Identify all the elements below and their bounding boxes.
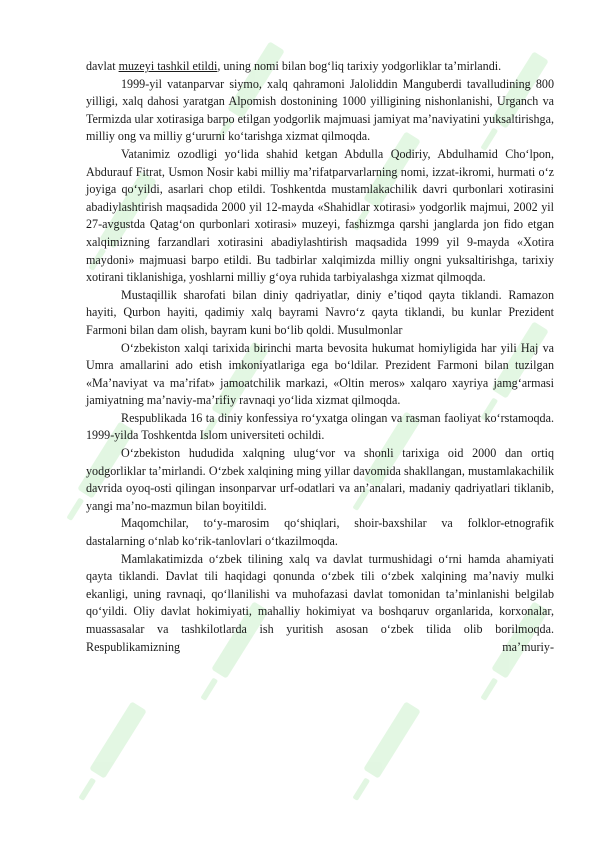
paragraph: Respublikada 16 ta diniy konfessiya ro‘yxatga olingan va rasman faoliyat ko‘rstamoqda. 1999-yilda Toshkentda Islom universiteti ochildi. <box>86 410 554 443</box>
paragraph-lead: davlat <box>86 59 119 73</box>
paragraph: O‘zbekiston xalqi tarixida birinchi marta bevosita hukumat homiyligida har yili Haj va Umra amallarini ado etish imkoniyatlariga ega bo‘ldilar. Prezident Farmoni bilan tuzilgan «Ma’naviyat va ma’rifat» jamoatchilik markazi, «Oltin meros» xalqaro xayriya jamg‘armasi jamiyatning ma’naviy-ma’rifiy ravnaqi yo‘lida xizmat qilmoqda. <box>86 340 554 408</box>
paragraph: O‘zbekiston hududida xalqning ulug‘vor va shonli tarixiga oid 2000 dan ortiq yodgorliklar ta’mirlandi. O‘zbek xalqining ming yillar davomida shakllangan, mustamlakachilik davrida oyoq-osti qilingan insonparvar urf-odatlari va an’analari, madaniy qadriyatlari tiklanib, yangi ma’no-mazmun bilan boyitildi. <box>86 446 554 513</box>
paragraph: 1999-yil vatanparvar siymo, xalq qahramoni Jaloliddin Manguberdi tavalludining 800 yilligi, xalq dahosi yaratgan Alpomish dostonining 1000 yilligining nishonlanishi, Urganch va Termizda ular xotirasiga barpo etilgan yodgorlik majmuasi jamiyat ma’naviyatini yuksaltirishga, milliy ong va milliy g‘ururni ko‘tarishga xizmat qilmoqda. <box>86 76 554 144</box>
watermark-mark <box>347 701 421 804</box>
paragraph <box>86 58 554 76</box>
paragraph: Mustaqillik sharofati bilan diniy qadriyatlar, diniy e’tiqod qayta tiklandi. Ramazon hayiti, Qurbon hayiti, qadimiy xalq bayrami Navro‘z qayta tiklandi, bu kunlar Prezident Farmoni bilan dam olish, bayram kuni bo‘lib qoldi. Musulmonlar <box>86 287 554 337</box>
underlined-phrase: muzeyi tashkil etildi <box>118 59 218 73</box>
paragraph: Maqomchilar, to‘y-marosim qo‘shiqlari, shoir-baxshilar va folklor-etnografik dastalarning o‘nlab ko‘rik-tanlovlari o‘tkazilmoqda. <box>86 516 554 549</box>
watermark-mark <box>73 701 147 804</box>
paragraph-tail: , uning nomi bilan bog‘liq tarixiy yodgorliklar ta’mirlandi. <box>217 59 502 73</box>
document-body <box>86 58 554 656</box>
paragraph: Vatanimiz ozodligi yo‘lida shahid ketgan Abdulla Qodiriy, Abdulhamid Cho‘lpon, Abdurauf Fitrat, Usmon Nosir kabi milliy ma’rifatparvarlarning nomi, izzat-ikromi, hurmati o‘z joyiga qo‘yildi, asarlari chop etildi. Toshkentda mustamlakachilik davri qurbonlari xotirasini abadiylashtirish maqsadida 2000 yil 12-mayda «Shahidlar xotirasi» yodgorlik majmui, 2002 yil 27-avgustda Qatag‘on qurbonlari xotirasi» muzeyi, fashizmga qarshi janglarda jon fido etgan xalqimizning farzandlari xotirasini abadiylashtirish maqsadida 1999 yil 9-mayda «Xotira maydoni» majmuasi barpo etildi. Bu tadbirlar xalqimizda milliy ongni yuksaltirishga, tarixiy xotirani tiklanishiga, yoshlarni milliy g‘oya ruhida tarbiyalashga xizmat qilmoqda. <box>86 146 554 285</box>
paragraph: Mamlakatimizda o‘zbek tilining xalq va davlat turmushidagi o‘rni hamda ahamiyati qayta tiklandi. Davlat tili haqidagi qonunda o‘zbek tili o‘zbek xalqining ma’naviy mulki ekanligi, uning ravnaqi, qo‘llanilishi va muhofazasi davlat tomonidan ta’minlanishi belgilab qo‘yildi. Oliy davlat hokimiyati, mahalliy hokimiyat va boshqaruv organlarida, korxonalar, muassasalar va tashkilotlarda ish yuritish asosan o‘zbek tilida olib borilmoqda. Respublikamizning ma’muriy- <box>86 551 554 654</box>
